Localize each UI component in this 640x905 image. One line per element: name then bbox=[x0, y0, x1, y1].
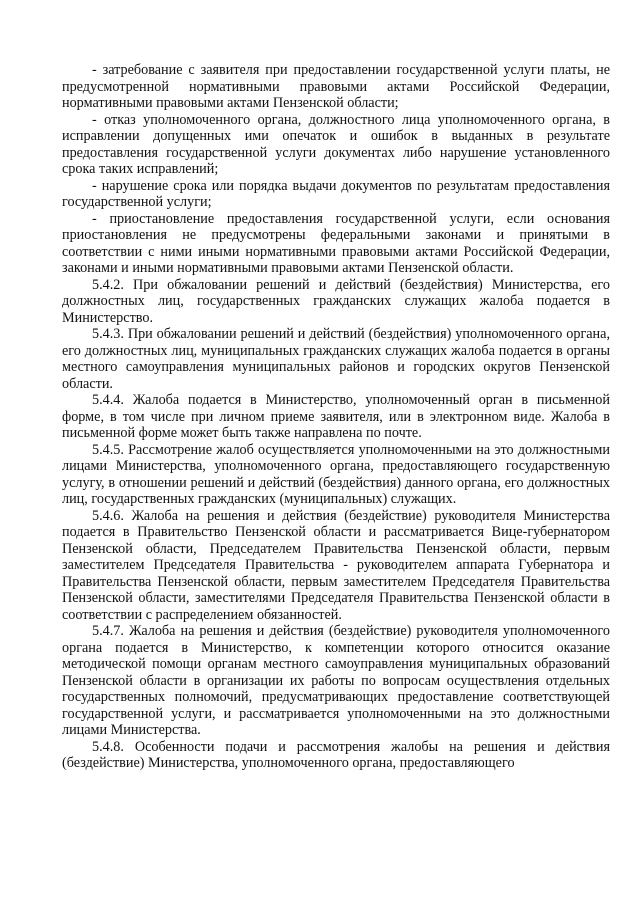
paragraph-5-4-2: 5.4.2. При обжаловании решений и действий (бездействия) Министерства, его должностных лиц, государственных гражданских служащих жалоба подается в Министерство. bbox=[62, 276, 610, 326]
paragraph-fee-demand: - затребование с заявителя при предоставлении государственной услуги платы, не предусмотренной нормативными правовыми актами Российской Федерации, нормативными правовыми актами Пензенской области; bbox=[62, 62, 610, 111]
paragraph-5-4-3: 5.4.3. При обжаловании решений и действий (бездействия) уполномоченного органа, его должностных лиц, муниципальных гражданских служащих жалоба подается в органы местного самоуправления муниципальных районов и городских округов Пензенской области. bbox=[62, 326, 610, 392]
paragraph-5-4-4: 5.4.4. Жалоба подается в Министерство, уполномоченный орган в письменной форме, в том числе при личном приеме заявителя, или в электронном виде. Жалоба в письменной форме может быть также направлена по почте. bbox=[62, 392, 610, 441]
paragraph-suspension: - приостановление предоставления государственной услуги, если основания приостановления не предусмотрены федеральными законами и принятыми в соответствии с ними иными нормативными правовыми актами Российской Федерации, законами и иными нормативными правовыми актами Пензенской области. bbox=[62, 210, 610, 276]
paragraph-issue-violation: - нарушение срока или порядка выдачи документов по результатам предоставления государственной услуги; bbox=[62, 177, 610, 210]
paragraph-correction-refusal: - отказ уполномоченного органа, должностного лица уполномоченного органа, в исправлении допущенных ими опечаток и ошибок в выданных в результате предоставления государственной услуги документах либо нарушение установленного срока таких исправлений; bbox=[62, 111, 610, 177]
paragraph-5-4-5: 5.4.5. Рассмотрение жалоб осуществляется уполномоченными на это должностными лицами Министерства, уполномоченного органа, предоставляющего государственную услугу, в отношении решений и действий (бездействия) данного органа, его должностных лиц, государственных гражданских (муниципальных) служащих. bbox=[62, 441, 610, 507]
paragraph-5-4-8: 5.4.8. Особенности подачи и рассмотрения жалобы на решения и действия (бездействие) Министерства, уполномоченного органа, предоставляющего bbox=[62, 738, 610, 771]
paragraph-5-4-6: 5.4.6. Жалоба на решения и действия (бездействие) руководителя Министерства подается в Правительство Пензенской области и рассматривается Вице-губернатором Пензенской области, Председателем Правительства Пензенской области, первым заместителем Председателя Правительства - руководителем аппарата Губернатора и Правительства Пензенской области, первым заместителем Председателя Правительства Пензенской области, заместителями Председателя Правительства Пензенской области в соответствии с распределением обязанностей. bbox=[62, 507, 610, 623]
paragraph-5-4-7: 5.4.7. Жалоба на решения и действия (бездействие) руководителя уполномоченного органа подается в Министерство, к компетенции которого относится оказание методической помощи органам местного самоуправления муниципальных образований Пензенской области в организации их работы по вопросам осуществления отдельных государственных полномочий, предусматривающих предоставление соответствующей государственной услуги, и рассматривается уполномоченными на это должностными лицами Министерства. bbox=[62, 623, 610, 738]
document-page bbox=[62, 62, 610, 772]
